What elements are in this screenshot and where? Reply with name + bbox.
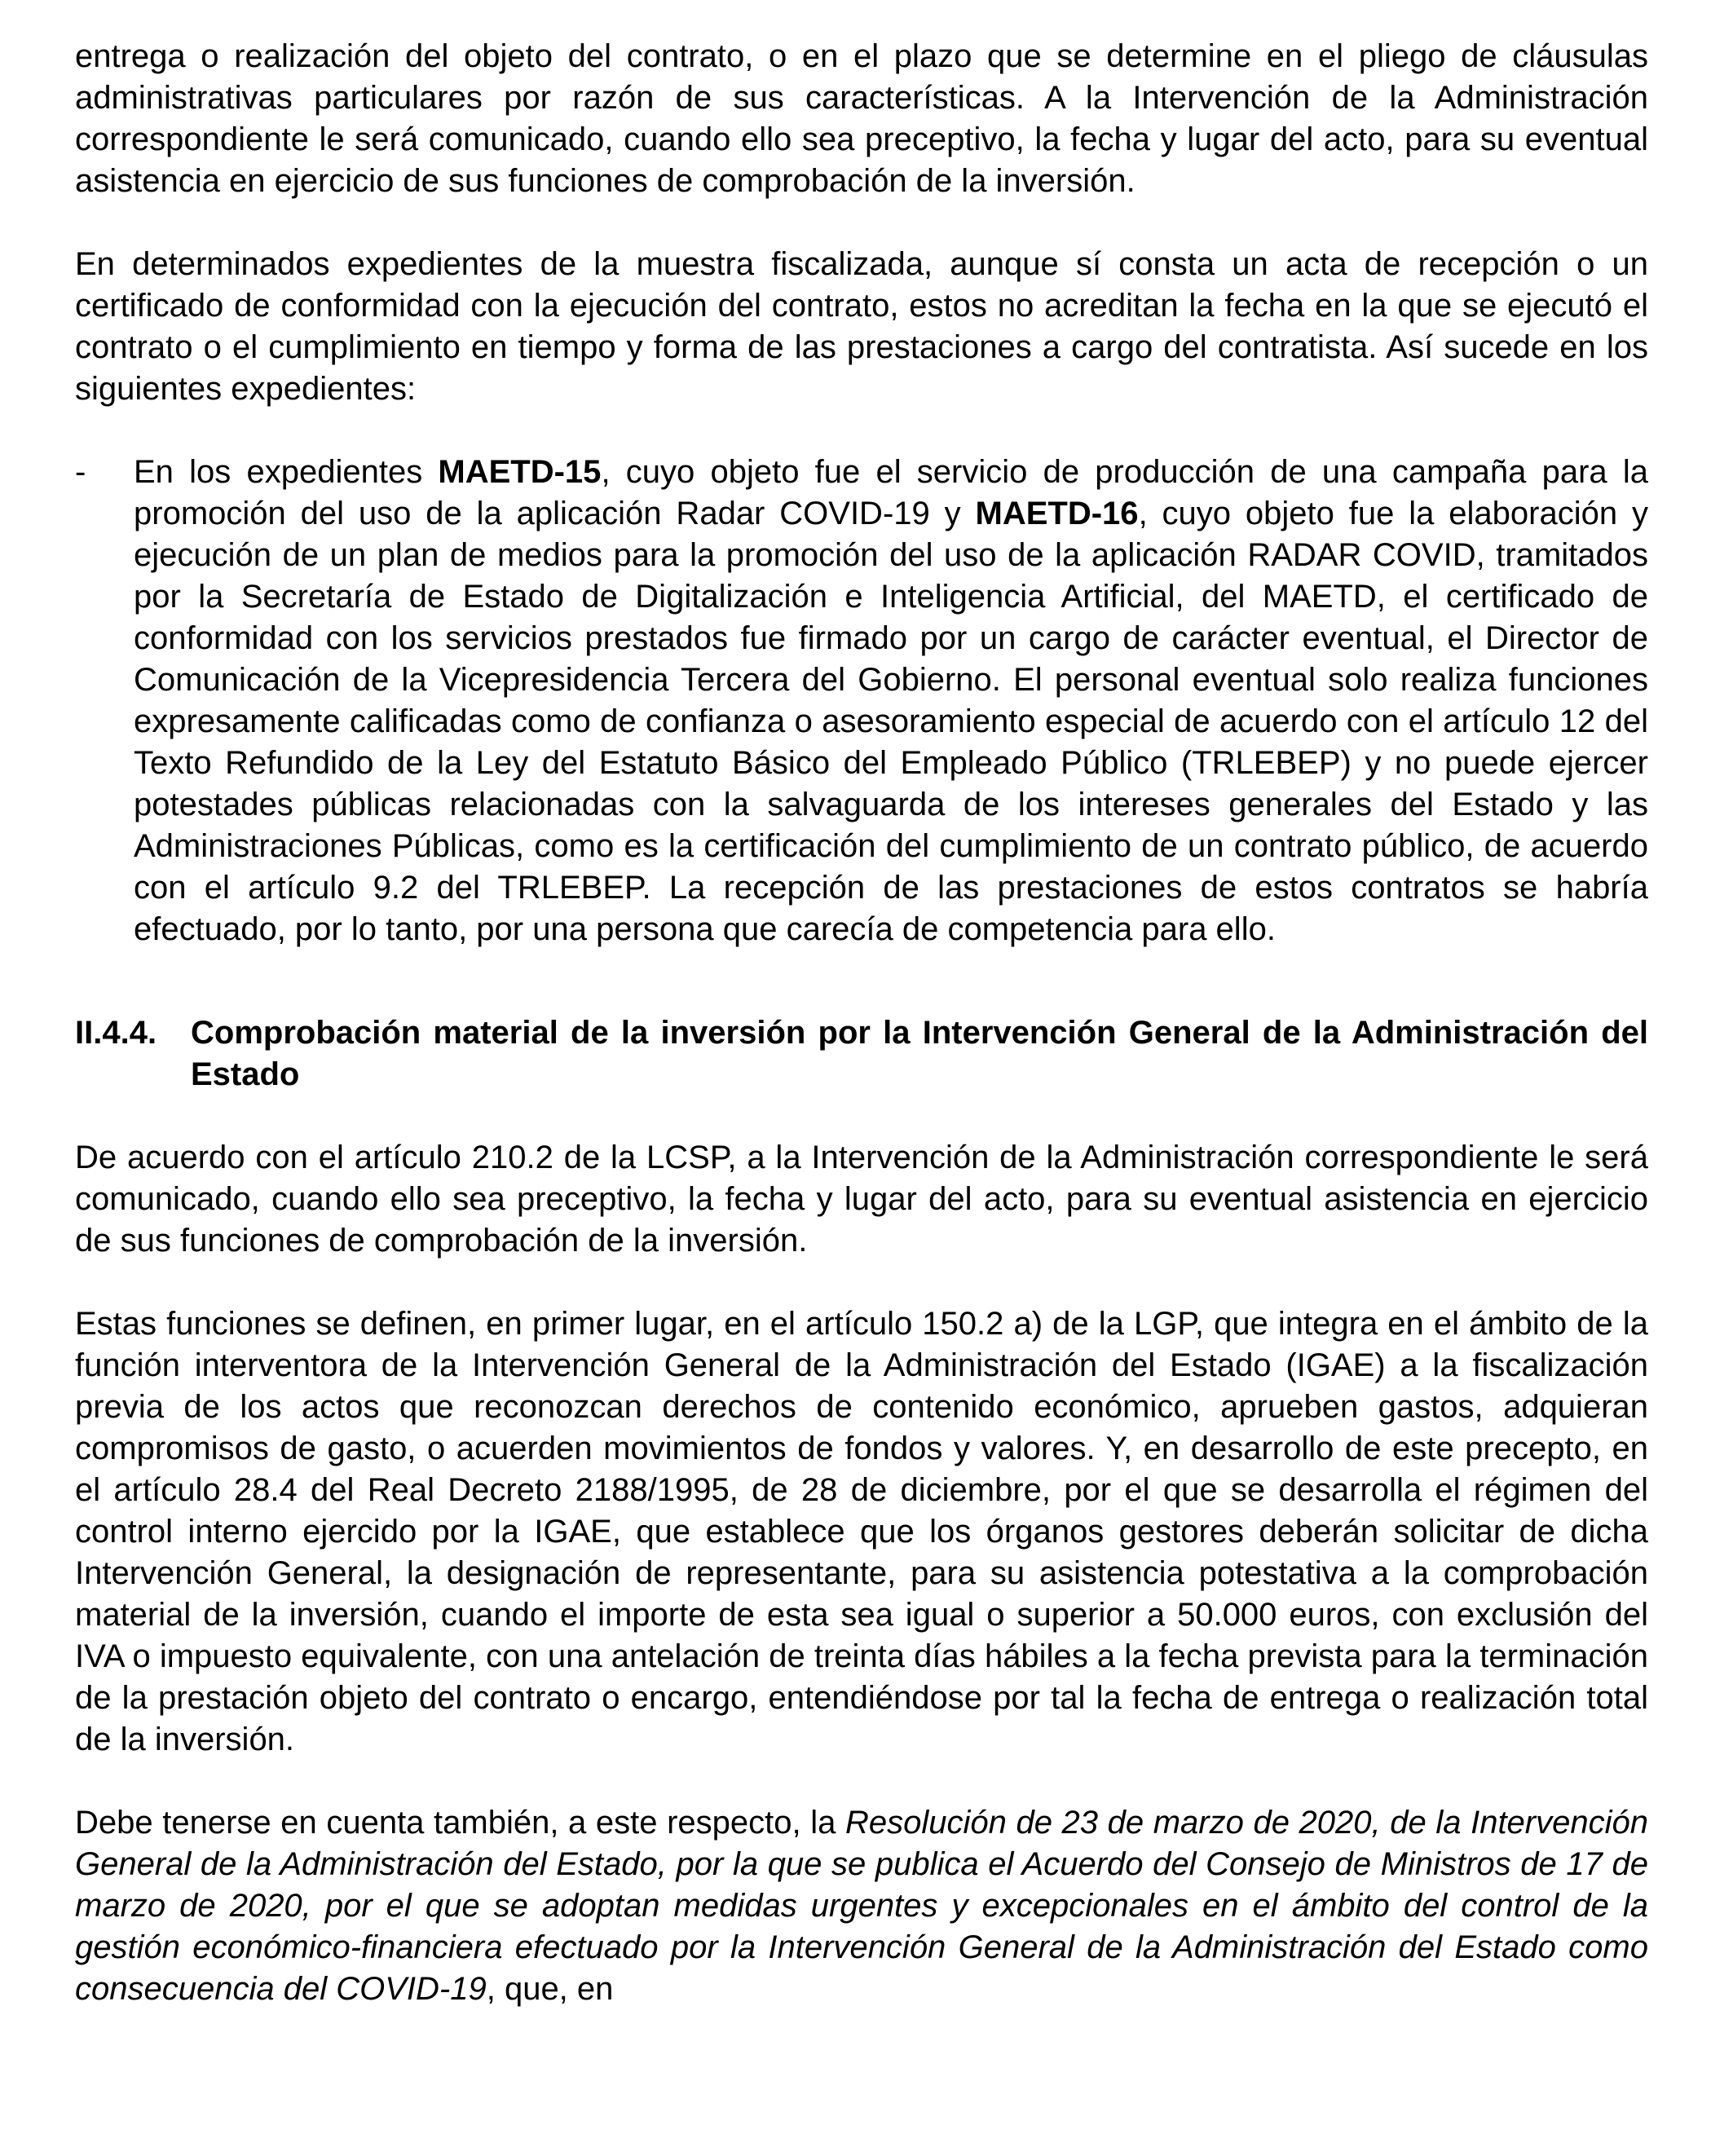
list-text-1: En los expedientes: [134, 454, 439, 490]
list-text-3: , cuyo objeto fue la elaboración y ejecución de un plan de medios para la promoción del uso de la aplicación RADAR COVID, tramitados por la Secretaría de Estado de Digitalización e Inteligencia Artificial, del MAETD, el certificado de conformidad con los servicios prestados fue firmado por un cargo de carácter eventual, el Director de Comunicación de la Vicepresidencia Tercera del Gobierno. El personal eventual solo realiza funciones expresamente calificadas como de confianza o asesoramiento especial de acuerdo con el artículo 12 del Texto Refundido de la Ley del Estatuto Básico del Empleado Público (TRLEBEP) y no puede ejercer potestades públicas relacionadas con la salvaguarda de los intereses generales del Estado y las Administraciones Públicas, como es la certificación del cumplimiento de un contrato público, de acuerdo con el artículo 9.2 del TRLEBEP. La recepción de las prestaciones de estos contratos se habría efectuado, por lo tanto, por una persona que carecía de competencia para ello.: [134, 496, 1648, 947]
section-number: II.4.4.: [75, 1015, 157, 1051]
section-heading: [75, 1012, 1648, 1096]
document-page: [75, 36, 1648, 2010]
list-item-text: [134, 452, 1648, 950]
expediente-maetd-15: MAETD-15: [438, 454, 602, 490]
section-title: Comprobación material de la inversión por la Intervención General de la Administración del Estado: [191, 1015, 1648, 1092]
list-dash: -: [75, 454, 86, 490]
paragraph-continuation: entrega o realización del objeto del contrato, o en el plazo que se determine en el pliego de cláusulas administrativas particulares por razón de sus características. A la Intervención de la Administración correspondiente le será comunicado, cuando ello sea preceptivo, la fecha y lugar del acto, para su eventual asistencia en ejercicio de sus funciones de comprobación de la inversión.: [75, 38, 1648, 199]
paragraph-resolucion: [75, 1802, 1648, 2010]
resolucion-title: Resolución de 23 de marzo de 2020, de la Intervención General de la Administración del Estado, por la que se publica el Acuerdo del Consejo de Ministros de 17 de marzo de 2020, por el que se adoptan medidas urgentes y excepcionales en el ámbito del control de la gestión económico-financiera efectuado por la Intervención General de la Administración del Estado como consecuencia del COVID-19: [75, 1805, 1648, 2007]
paragraph-funciones: Estas funciones se definen, en primer lugar, en el artículo 150.2 a) de la LGP, que integra en el ámbito de la función interventora de la Intervención General de la Administración del Estado (IGAE) a la fiscalización previa de los actos que reconozcan derechos de contenido económico, aprueben gastos, adquieran compromisos de gasto, o acuerden movimientos de fondos y valores. Y, en desarrollo de este precepto, en el artículo 28.4 del Real Decreto 2188/1995, de 28 de diciembre, por el que se desarrolla el régimen del control interno ejercido por la IGAE, que establece que los órganos gestores deberán solicitar de dicha Intervención General, la designación de representante, para su asistencia potestativa a la comprobación material de la inversión, cuando el importe de esta sea igual o superior a 50.000 euros, con exclusión del IVA o impuesto equivalente, con una antelación de treinta días hábiles a la fecha prevista para la terminación de la prestación objeto del contrato o encargo, entendiéndose por tal la fecha de entrega o realización total de la inversión.: [75, 1306, 1648, 1757]
resolucion-tail: , que, en: [486, 1971, 614, 2007]
paragraph-articulo-210: De acuerdo con el artículo 210.2 de la LCSP, a la Intervención de la Administración correspondiente le será comunicado, cuando ello sea preceptivo, la fecha y lugar del acto, para su eventual asistencia en ejercicio de sus funciones de comprobación de la inversión.: [75, 1140, 1648, 1259]
expediente-maetd-16: MAETD-16: [975, 496, 1139, 531]
paragraph-expedientes: En determinados expedientes de la muestra fiscalizada, aunque sí consta un acta de recepción o un certificado de conformidad con la ejecución del contrato, estos no acreditan la fecha en la que se ejecutó el contrato o el cumplimiento en tiempo y forma de las prestaciones a cargo del contratista. Así sucede en los siguientes expedientes:: [75, 246, 1648, 407]
resolucion-intro: Debe tenerse en cuenta también, a este respecto, la: [75, 1805, 845, 1841]
list-text-2: , cuyo objeto fue el servicio de producción de una campaña para la promoción del uso de la aplicación Radar COVID-19 y: [134, 454, 1648, 531]
list-item-maetd: [75, 452, 1648, 950]
